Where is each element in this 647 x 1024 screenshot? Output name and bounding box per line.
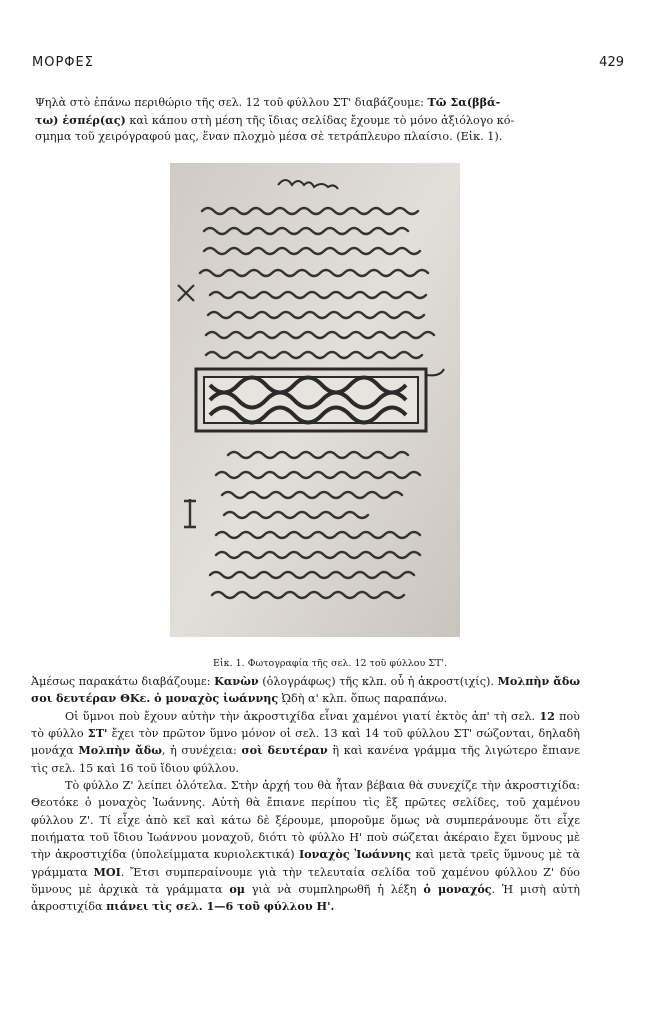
body-text-run: . Ἔτσι συμπεραίνουμε γιὰ τὴν τελευταία σελίδα τοῦ χαμένου φύλλου Ζ' δύο ὕμνους μὲ ἀρχικὰ τὰ γράμματα [31, 865, 580, 897]
journal-title: ΜΟΡΦΕΣ [32, 55, 94, 70]
body-text-run: ᾨδὴ α' κλπ. ὅπως παραπάνω. [278, 692, 448, 706]
body-bold-run: Κανὼν [214, 674, 259, 688]
body-bold-run: ΜΟΙ [93, 864, 121, 879]
intro-text: Ψηλὰ στὸ ἐπάνω περιθώριο τῆς σελ. 12 τοῦ φύλλου ΣΤ' διαβάζουμε: [35, 96, 428, 109]
body-text-run: , ἡ συνέχεια: [161, 744, 242, 758]
body-text-run: ἢ καὶ κανένα γράμμα τῆς λιγώτερο ἔπιανε τὶς σελ. 15 καὶ 16 τοῦ ἴδιου φύλλου. [31, 744, 580, 775]
body-text-run: Ἀμέσως παρακάτω διαβάζουμε: [31, 675, 215, 688]
manuscript-photo [170, 163, 460, 637]
braid-ornament [196, 369, 444, 431]
paragraph [31, 708, 580, 777]
intro-paragraph [35, 94, 578, 146]
paragraph [31, 673, 580, 708]
running-header [32, 55, 624, 75]
body-bold-run: σοὶ δευτέραν [241, 743, 328, 758]
body-text-run: ποὺ τὸ φύλλο [31, 709, 580, 741]
manuscript-image [170, 163, 460, 637]
body-bold-run: ὁ μοναχός [423, 882, 492, 897]
body-text-run: (ὁλογράφως) τῆς κλπ. οὗ ἡ ἀκροστ(ιχίς). [258, 675, 494, 688]
body-bold-run: ΣΤ' [87, 726, 108, 741]
body-bold-run: ομ [229, 882, 245, 897]
figure-caption: Εἰκ. 1. Φωτογραφία τῆς σελ. 12 τοῦ φύλλου ΣΤ'. [212, 658, 448, 669]
body-text-run: ἔχει τὸν πρῶτον ὕμνο μόνον οἱ σελ. 13 καὶ 14 τοῦ φύλλου ΣΤ' σώζονται, δηλαδὴ μονάχα [31, 727, 580, 758]
body-text-run: καὶ μετὰ τρεῖς ὕμνους μὲ τὰ γράμματα [31, 848, 580, 879]
acrostic-text: Μολπὴν ἄδω σοι δευτέραν ΘΚε. ὁ μοναχὸς ἰωάννης [31, 674, 580, 706]
page-number: 429 [599, 55, 624, 70]
intro-bold-text: τω) ἑσπέρ(ας) [35, 112, 126, 127]
body-text-run: γιὰ νὰ συμπληρωθῆ ἡ λέξη [244, 883, 424, 897]
body-bold-run: Ιοναχὸς Ἰωάννης [298, 847, 412, 862]
body-text-run: Οἱ ὕμνοι ποὺ ἔχουν αὐτὴν τὴν ἀκροστιχίδα εἶναι χαμένοι γιατί ἐκτὸς ἀπ' τὴ σελ. [65, 709, 540, 723]
body-text [31, 673, 580, 916]
body-bold-run: 12 [539, 708, 555, 723]
paragraph [31, 777, 580, 916]
body-text-run: . Ἡ μισὴ αὐτὴ ἀκροστιχίδα [31, 883, 580, 914]
intro-text: καὶ κάπου στὴ μέση τῆς ἴδιας σελίδας ἔχουμε τὸ μόνο ἀξιόλογο κό- [125, 113, 515, 127]
body-bold-run: Μολπὴν ἄδω [78, 743, 162, 758]
body-bold-run: πιάνει τὶς σελ. 1—6 τοῦ φύλλου Η'. [106, 899, 335, 914]
intro-text: σμημα τοῦ χειρόγραφού μας, ἕναν πλοχμὸ μέσα σὲ τετράπλευρο πλαίσιο. (Εἰκ. 1). [35, 130, 503, 143]
intro-bold-text: Τῶ Σα(ββά- [427, 95, 501, 109]
body-text-run: Τὸ φύλλο Ζ' λείπει ὁλότελα. Στὴν ἀρχή του θὰ ἦταν βέβαια θὰ συνεχίζε τὴν ἀκροστιχίδα: Θεοτόκε ὁ μοναχὸς Ἰωάννης. Αὐτὴ θὰ ἔπιανε περίπου τὶς ἓξ πρῶτες σελίδες, τοῦ χαμένου φύλλου Ζ'. Τί εἶχε ἀπὸ κεῖ καὶ κάτω δὲ ξέρουμε, μποροῦμε ὅμως νὰ συμπεράνουμε ὅτι εἶχε ποιήματα τοῦ ἴδιου Ἰωάννου μοναχοῦ, διότι τὸ φύλλο Η' ποὺ σώζεται ἀκέραιο ἔχει ὕμνους μὲ τὴν ἀκροστιχίδα (ὑπολείμματα κυριολεκτικά) [31, 779, 580, 862]
